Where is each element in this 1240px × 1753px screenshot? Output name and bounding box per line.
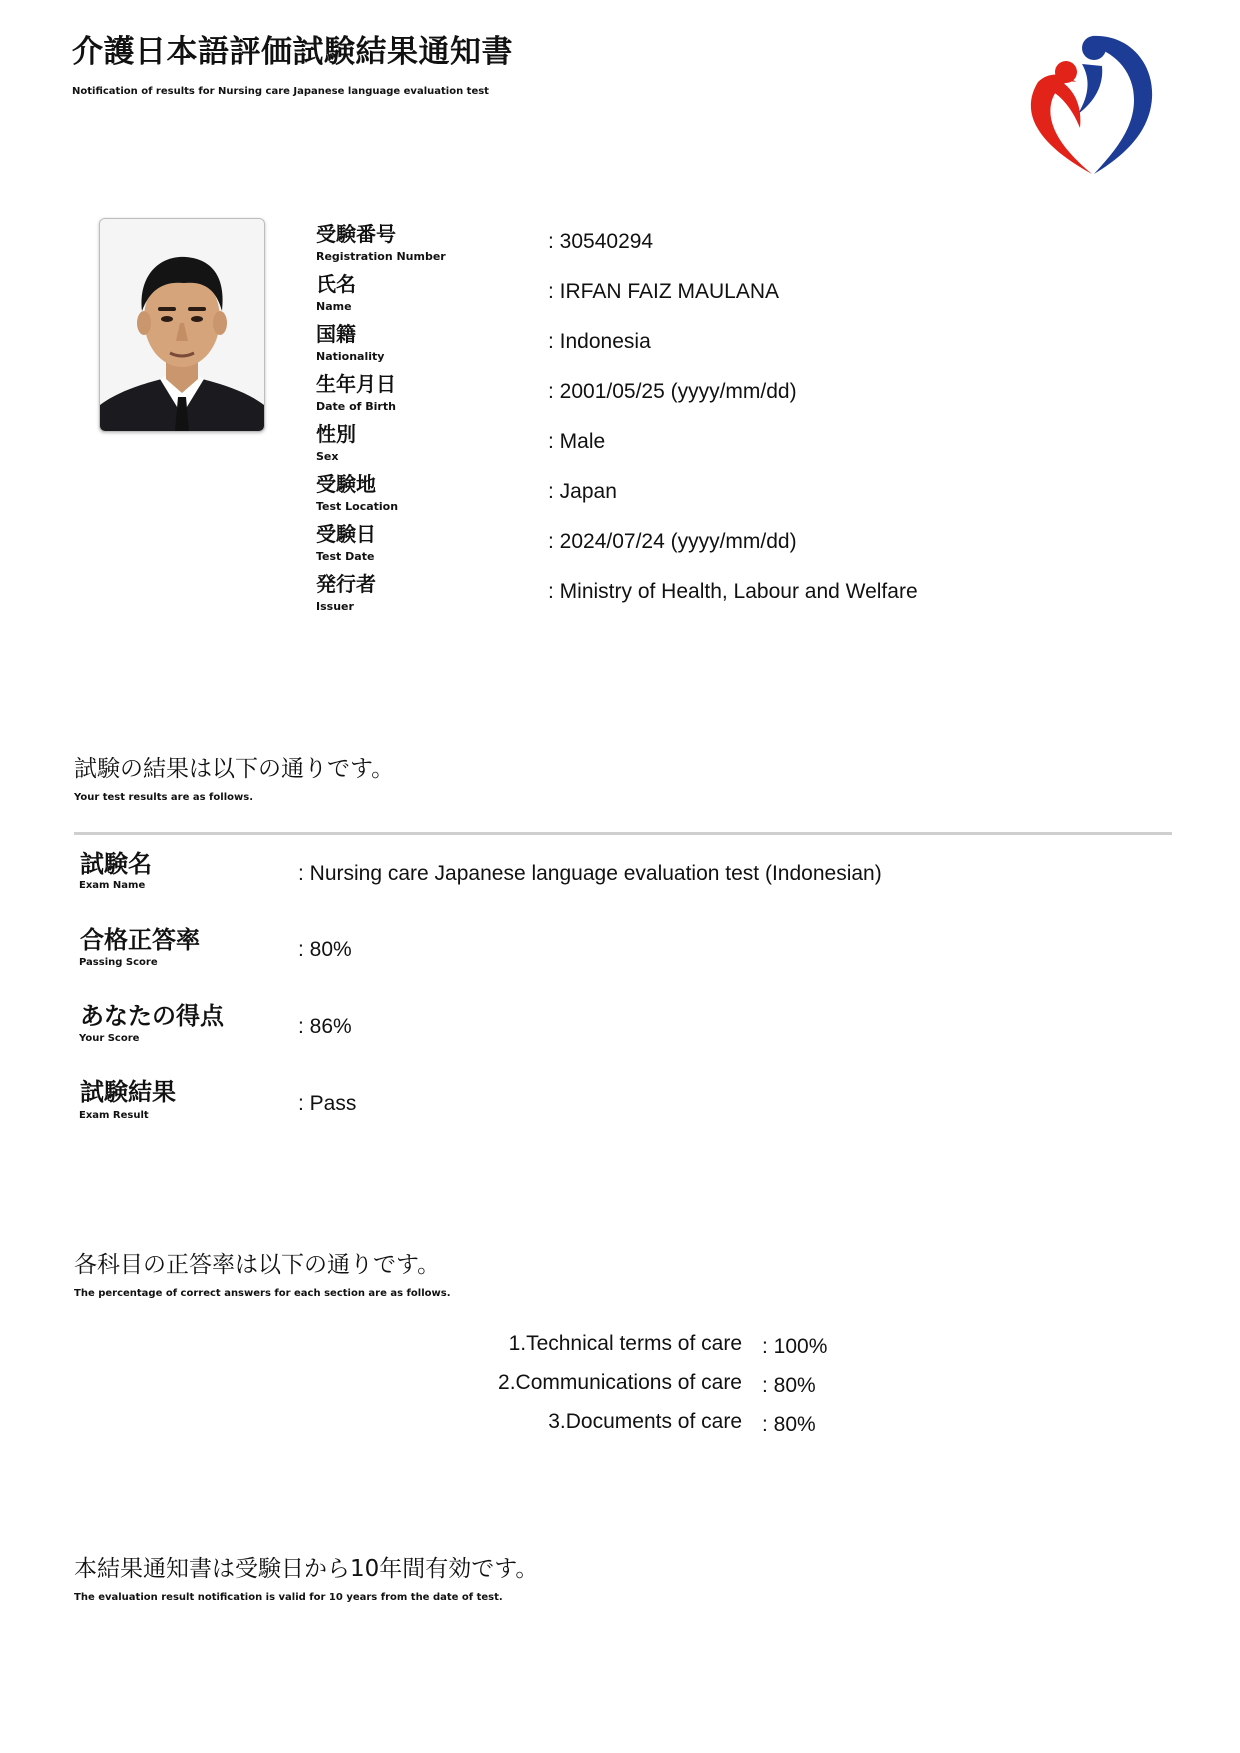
result-label-jp: 試験結果 [80, 1078, 176, 1106]
subject-score: : 80% [762, 1413, 816, 1436]
name-value: : IRFAN FAIZ MAULANA [548, 280, 780, 303]
subject-score: : 100% [762, 1335, 828, 1358]
field-label-en: Test Date [316, 550, 375, 563]
test-location-value: : Japan [548, 480, 617, 503]
field-label-en: Registration Number [316, 250, 446, 263]
field-label-jp: 受験番号 [316, 222, 396, 246]
exam-name-value: : Nursing care Japanese language evaluation test (Indonesian) [298, 862, 882, 885]
issuer-value: : Ministry of Health, Labour and Welfare [548, 580, 918, 603]
results-heading-en: Your test results are as follows. [74, 792, 253, 803]
document-title: 介護日本語評価試験結果通知書 [72, 34, 513, 70]
field-label-en: Date of Birth [316, 400, 396, 413]
field-label-en: Nationality [316, 350, 385, 363]
validity-text-en: The evaluation result notification is valid for 10 years from the date of test. [74, 1592, 503, 1603]
field-label-jp: 発行者 [316, 572, 376, 596]
results-heading-jp: 試験の結果は以下の通りです。 [74, 756, 395, 782]
mhlw-logo-icon [1020, 24, 1156, 176]
result-label-en: Exam Name [79, 880, 146, 891]
nationality-value: : Indonesia [548, 330, 651, 353]
person-portrait-icon [100, 219, 264, 431]
document-subtitle: Notification of results for Nursing care Japanese language evaluation test [72, 86, 489, 97]
result-label-jp: 合格正答率 [80, 926, 200, 954]
subject-name: 2.Communications of care [498, 1371, 742, 1394]
section-divider [74, 832, 1172, 835]
result-label-jp: 試験名 [80, 850, 152, 878]
sections-heading-jp: 各科目の正答率は以下の通りです。 [74, 1252, 441, 1278]
sections-heading-en: The percentage of correct answers for each section are as follows. [74, 1288, 451, 1299]
subject-name: 1.Technical terms of care [508, 1332, 742, 1355]
sex-value: : Male [548, 430, 606, 453]
field-label-en: Sex [316, 450, 339, 463]
field-label-jp: 氏名 [316, 272, 356, 296]
passing-score-value: : 80% [298, 938, 352, 961]
date-of-birth-value: : 2001/05/25 (yyyy/mm/dd) [548, 380, 797, 403]
registration-number-value: : 30540294 [548, 230, 654, 253]
result-label-en: Your Score [79, 1033, 140, 1044]
subject-name: 3.Documents of care [548, 1410, 742, 1433]
candidate-photo [99, 218, 265, 432]
field-label-jp: 生年月日 [316, 372, 396, 396]
validity-text-jp: 本結果通知書は受験日から10年間有効です。 [74, 1556, 539, 1582]
subject-score: : 80% [762, 1374, 816, 1397]
field-label-jp: 国籍 [316, 322, 356, 346]
result-label-en: Passing Score [79, 957, 158, 968]
field-label-en: Test Location [316, 500, 399, 513]
your-score-value: : 86% [298, 1015, 352, 1038]
field-label-en: Name [316, 300, 352, 313]
field-label-jp: 受験地 [316, 472, 376, 496]
test-date-value: : 2024/07/24 (yyyy/mm/dd) [548, 530, 797, 553]
field-label-jp: 受験日 [316, 522, 376, 546]
field-label-en: Issuer [316, 600, 354, 613]
result-label-jp: あなたの得点 [80, 1002, 224, 1030]
field-label-jp: 性別 [316, 422, 356, 446]
result-label-en: Exam Result [79, 1110, 149, 1121]
exam-result-value: : Pass [298, 1092, 357, 1115]
